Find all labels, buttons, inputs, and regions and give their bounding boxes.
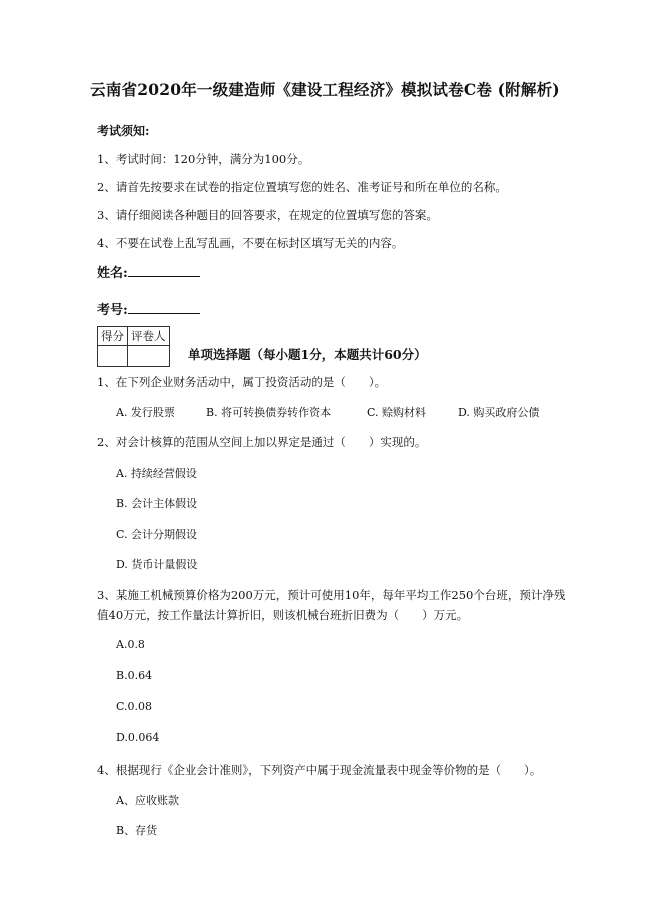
name-field xyxy=(97,262,200,281)
notice-item: 3、请仔细阅读各种题目的回答要求，在规定的位置填写您的答案。 xyxy=(97,208,438,222)
question-option: C. 赊购材料 xyxy=(367,406,427,419)
question-option: A、应收账款 xyxy=(116,794,179,807)
question-stem: 2、对会计核算的范围从空间上加以界定是通过（ ）实现的。 xyxy=(97,435,427,449)
id-field xyxy=(97,299,200,318)
question-option: D. 购买政府公债 xyxy=(458,406,540,419)
id-label: 考号: xyxy=(97,303,128,318)
question-option: D. 货币计量假设 xyxy=(116,558,198,571)
question-option: B. 会计主体假设 xyxy=(116,497,198,510)
exam-title: 云南省2020年一级建造师《建设工程经济》模拟试卷C卷 (附解析) xyxy=(90,80,560,99)
question-option: B. 将可转换债券转作资本 xyxy=(206,406,332,419)
question-option: A. 发行股票 xyxy=(116,406,175,419)
notice-heading: 考试须知: xyxy=(97,124,150,138)
notice-item: 4、不要在试卷上乱写乱画，不要在标封区填写无关的内容。 xyxy=(97,236,404,250)
notice-item: 2、请首先按要求在试卷的指定位置填写您的姓名、准考证号和所在单位的名称。 xyxy=(97,180,507,194)
question-option: B.0.64 xyxy=(116,669,153,682)
question-stem: 1、在下列企业财务活动中，属丁投资活动的是（ ）。 xyxy=(97,375,387,389)
question-stem-continued: 值40万元，按工作量法计算折旧，则该机械台班折旧费为（ ）万元。 xyxy=(97,608,469,622)
score-header: 得分 xyxy=(98,327,128,346)
question-stem: 4、根据现行《企业会计准则》，下列资产中属于现金流量表中现金等价物的是（ ）。 xyxy=(97,763,542,777)
name-blank[interactable] xyxy=(128,262,200,277)
question-stem: 3、某施工机械预算价格为200万元，预计可使用10年，每年平均工作250个台班，预计净残 xyxy=(97,588,566,602)
question-option: D.0.064 xyxy=(116,731,160,744)
section-title: 单项选择题（每小题1分，本题共计60分） xyxy=(188,347,427,362)
question-option: C. 会计分期假设 xyxy=(116,528,198,541)
question-option: A.0.8 xyxy=(116,638,145,651)
grader-cell xyxy=(128,346,170,367)
name-label: 姓名: xyxy=(97,266,128,281)
notice-item: 1、考试时间：120分钟，满分为100分。 xyxy=(97,152,310,166)
question-option: A. 持续经营假设 xyxy=(116,467,197,480)
grader-header: 评卷人 xyxy=(128,327,170,346)
question-option: C.0.08 xyxy=(116,700,153,713)
question-option: B、存货 xyxy=(116,824,158,837)
score-cell xyxy=(98,346,128,367)
id-blank[interactable] xyxy=(128,299,200,314)
score-table xyxy=(97,326,170,367)
